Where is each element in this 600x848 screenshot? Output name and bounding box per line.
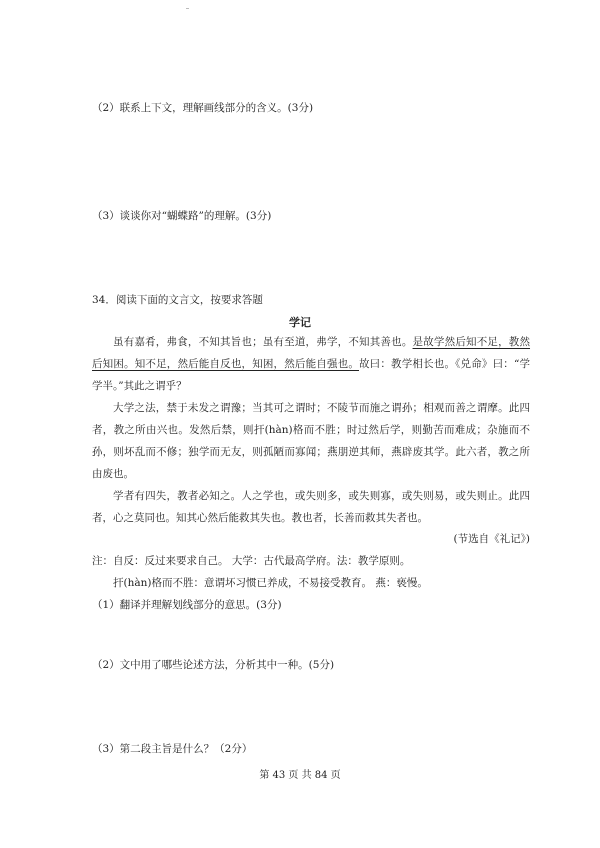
sub-question-3: （3）第二段主旨是什么？（2分）: [92, 743, 253, 755]
p1-underlined-sentence: 是故学然后知不足，教然后知困。知不足，然后能自反也，知困，然后能自强也。: [92, 336, 531, 370]
passage-paragraph-2: 大学之法，禁于未发之谓豫；当其可之谓时；不陵节而施之谓孙；相观而善之谓摩。此四者，教之所由兴也。发然后禁，则扞(hàn)格而不胜；时过然后学，则勤苦而难成；杂施而不孙，则坏乱而不修；独学而无友，则孤陋而寡闻；燕朋逆其师，燕辟废其学。此六者，教之所由废也。: [92, 402, 530, 480]
passage-paragraph-1: [92, 331, 530, 397]
question-2-label: （2）联系上下文，理解画线部分的含义。(3分): [92, 102, 314, 114]
sub-question-2: （2）文中用了哪些论述方法，分析其中一种。(5分): [92, 659, 335, 671]
passage-title: 学记: [289, 316, 311, 329]
passage-source: (节选自《礼记》): [453, 533, 530, 545]
note-line-2: 扞(hàn)格而不胜：意谓坏习惯已养成，不易接受教育。 燕：亵慢。: [113, 577, 428, 589]
page-footer: 第 43 页 共 84 页: [259, 770, 341, 781]
sub-question-1: （1）翻译并理解划线部分的意思。(3分): [92, 599, 282, 611]
question-34-header: 34．阅读下面的文言文，按要求答题: [92, 294, 263, 306]
p1-end: 故曰：教学相长也。《兑命》曰：“学学半。”其此之谓乎？: [92, 358, 530, 392]
p1-start: 虽有嘉肴，弗食，不知其旨也；虽有至道，弗学，不知其善也。: [113, 336, 413, 348]
question-3-label: （3）谈谈你对“蝴蝶路”的理解。(3分): [92, 210, 272, 222]
header-mark: [186, 8, 189, 9]
passage-paragraph-3: 学者有四失，教者必知之。人之学也，或失则多，或失则寡，或失则易，或失则止。此四者，心之莫同也。知其心然后能救其失也。教也者，长善而救其失者也。: [92, 490, 530, 524]
note-line-1: 注：自反：反过来要求自己。 大学：古代最高学府。法：教学原则。: [92, 555, 411, 567]
